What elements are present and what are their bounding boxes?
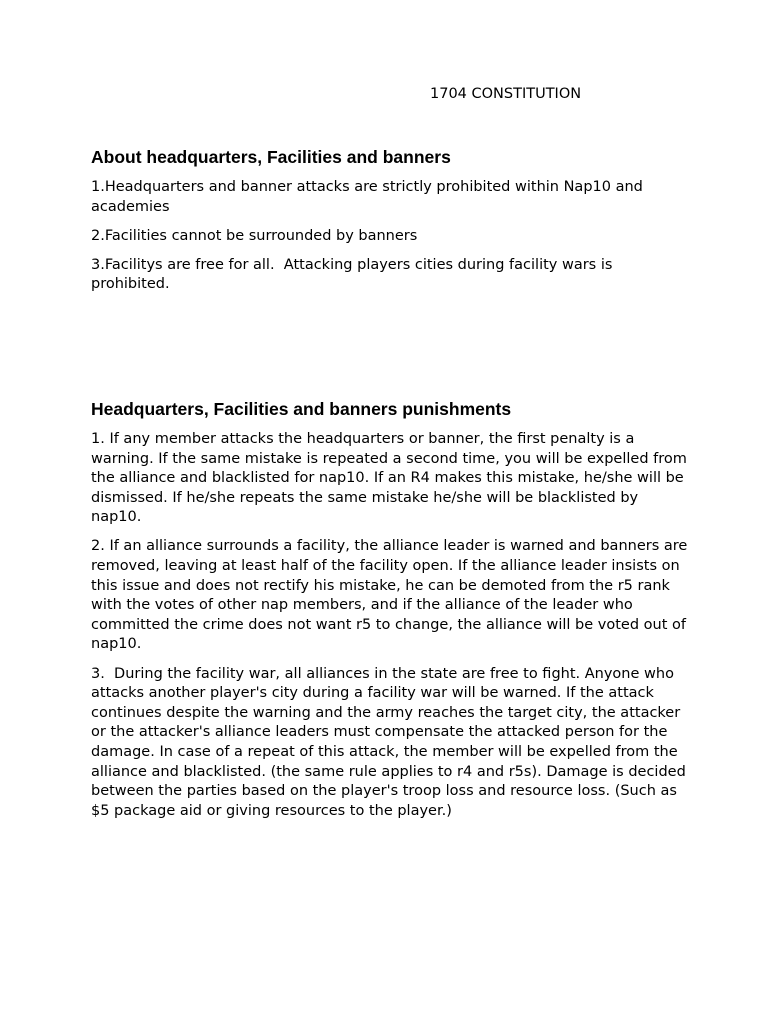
rule-paragraph: 1.Headquarters and banner attacks are strictly prohibited within Nap10 and academies <box>91 179 643 215</box>
rule-paragraph: 3.Facilitys are free for all. Attacking players cities during facility wars is prohibited. <box>91 256 618 293</box>
punishment-paragraph: 2. If an alliance surrounds a facility, the alliance leader is warned and banners are removed, leaving at least half of the facility open. If the alliance leader insists on this issue and does not rectify his mistake, he can be demoted from the r5 rank with the votes of other nap members, and if the alliance of the leader who committed the crime does not want r5 to change, the alliance will be voted out of nap10. <box>91 538 688 653</box>
rule-paragraph: 2.Facilities cannot be surrounded by banners <box>91 227 418 244</box>
section-punishments <box>91 398 691 831</box>
punishment-paragraph: 1. If any member attacks the headquarters or banner, the first penalty is a warning. If the same mistake is repeated a second time, you will be expelled from the alliance and blacklisted for nap10. If an R4 makes this mistake, he/she will be dismissed. If he/she repeats the same mistake he/she will be blacklisted by nap10. <box>91 431 687 526</box>
document-title: 1704 CONSTITUTION <box>430 86 582 102</box>
section-heading: About headquarters, Facilities and banners <box>91 147 451 167</box>
section-heading: Headquarters, Facilities and banners punishments <box>91 399 512 419</box>
punishment-paragraph: 3. During the facility war, all alliances in the state are free to fight. Anyone who attacks another player's city during a facility war will be warned. If the attack continues despite the warning and the army reaches the target city, the attacker or the attacker's alliance leaders must compensate the attacked person for the damage. In case of a repeat of this attack, the member will be expelled from the alliance and blacklisted. (the same rule applies to r4 and r5s). Damage is decided between the parties based on the player's troop loss and resource loss. (Such as $5 package aid or giving resources to the player.) <box>91 665 691 819</box>
section-about-headquarters <box>91 146 691 304</box>
